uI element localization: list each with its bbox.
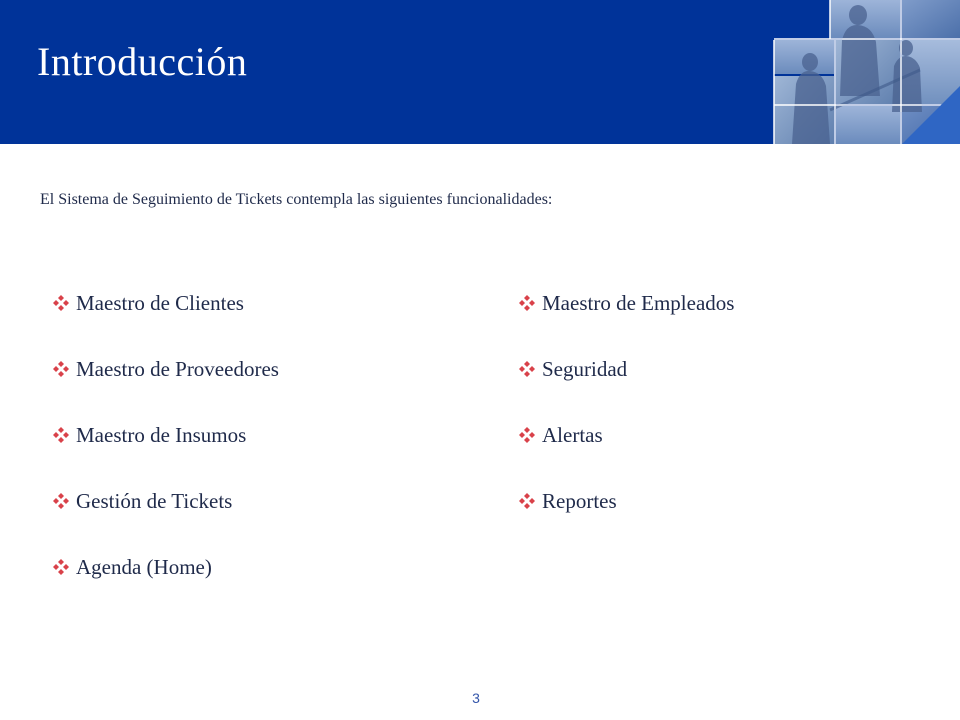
diamond-bullet-icon <box>518 492 536 510</box>
header-photo-collage <box>770 0 960 144</box>
list-item <box>52 353 279 385</box>
list-item <box>518 419 734 451</box>
diamond-bullet-icon <box>52 294 70 312</box>
list-item <box>52 485 279 517</box>
feature-label: Gestión de Tickets <box>76 488 233 513</box>
diamond-bullet-icon <box>518 294 536 312</box>
page-number-value: 3 <box>472 690 480 706</box>
feature-list-right <box>518 287 734 551</box>
feature-label: Maestro de Clientes <box>76 290 244 315</box>
diamond-bullet-icon <box>52 360 70 378</box>
list-item <box>52 551 279 583</box>
slide-title: Introducción <box>37 39 248 84</box>
feature-label: Agenda (Home) <box>76 554 212 579</box>
list-item <box>518 353 734 385</box>
list-item <box>52 287 279 319</box>
feature-label: Maestro de Insumos <box>76 422 247 447</box>
diamond-bullet-icon <box>52 558 70 576</box>
feature-label: Seguridad <box>542 356 628 381</box>
list-item <box>518 485 734 517</box>
feature-label: Maestro de Empleados <box>542 290 735 315</box>
feature-label: Reportes <box>542 488 617 513</box>
page-number <box>0 689 960 707</box>
diamond-bullet-icon <box>52 492 70 510</box>
list-item <box>52 419 279 451</box>
feature-list-left <box>52 287 279 617</box>
feature-label: Alertas <box>542 422 603 447</box>
list-item <box>518 287 734 319</box>
diamond-bullet-icon <box>518 426 536 444</box>
diamond-bullet-icon <box>52 426 70 444</box>
diamond-bullet-icon <box>518 360 536 378</box>
intro-text: El Sistema de Seguimiento de Tickets contempla las siguientes funcionalidades: <box>40 191 553 208</box>
feature-label: Maestro de Proveedores <box>76 356 279 381</box>
